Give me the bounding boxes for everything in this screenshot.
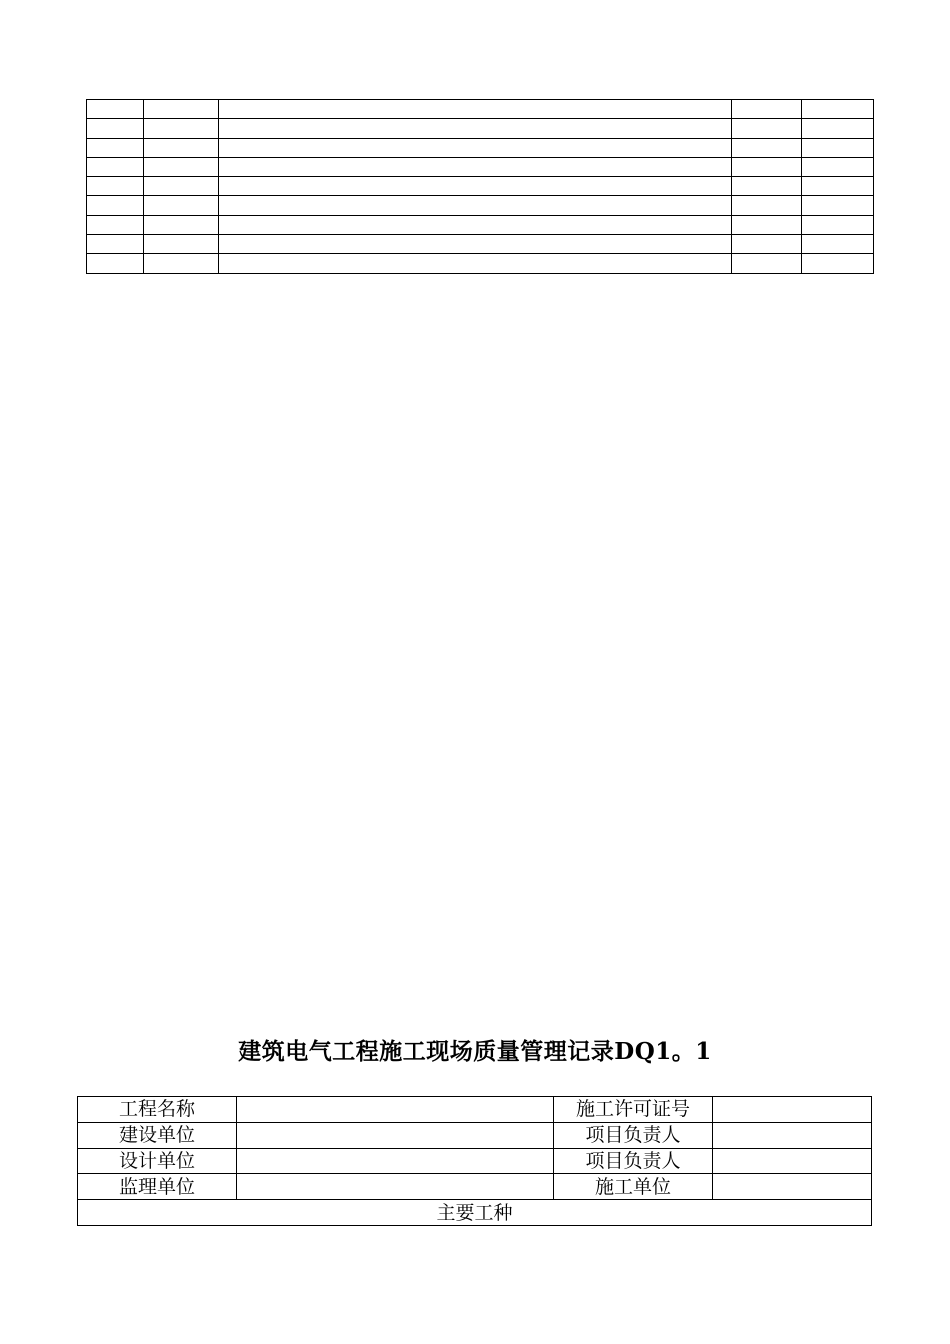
table-cell[interactable] [218, 235, 731, 254]
table-cell[interactable] [802, 177, 874, 196]
label-project-name: 工程名称 [78, 1097, 237, 1123]
table-cell[interactable] [87, 254, 144, 273]
value-owner-unit[interactable] [237, 1122, 554, 1148]
table-cell[interactable] [802, 157, 874, 176]
table-cell[interactable] [218, 119, 731, 138]
table-row [78, 1174, 872, 1200]
table-cell[interactable] [87, 138, 144, 157]
label-construction-permit-no: 施工许可证号 [554, 1097, 713, 1123]
table-cell[interactable] [87, 177, 144, 196]
table-cell[interactable] [143, 119, 218, 138]
table-row [78, 1097, 872, 1123]
table-cell[interactable] [87, 119, 144, 138]
table-cell[interactable] [143, 138, 218, 157]
table-cell[interactable] [218, 215, 731, 234]
label-project-manager: 项目负责人 [554, 1122, 713, 1148]
table-row [78, 1148, 872, 1174]
table-cell[interactable] [143, 254, 218, 273]
table-cell[interactable] [802, 215, 874, 234]
table-cell[interactable] [87, 100, 144, 119]
table-cell[interactable] [218, 157, 731, 176]
table-cell[interactable] [218, 196, 731, 215]
table-cell[interactable] [143, 215, 218, 234]
table-cell[interactable] [732, 157, 802, 176]
table-row [87, 196, 874, 215]
table-row [87, 157, 874, 176]
table-cell[interactable] [732, 235, 802, 254]
value-project-manager[interactable] [713, 1122, 872, 1148]
table-cell[interactable] [218, 100, 731, 119]
document-title: 建筑电气工程施工现场质量管理记录DQ1。1 [238, 1038, 712, 1065]
table-row [87, 215, 874, 234]
table-cell[interactable] [87, 215, 144, 234]
main-trades-header: 主要工种 [78, 1200, 872, 1226]
label-owner-unit: 建设单位 [78, 1122, 237, 1148]
table-row [87, 235, 874, 254]
value-project-name[interactable] [237, 1097, 554, 1123]
table-row [78, 1200, 872, 1226]
table-cell[interactable] [802, 254, 874, 273]
table-cell[interactable] [732, 196, 802, 215]
label-design-project-manager: 项目负责人 [554, 1148, 713, 1174]
value-design-unit[interactable] [237, 1148, 554, 1174]
table-cell[interactable] [143, 100, 218, 119]
value-supervision-unit[interactable] [237, 1174, 554, 1200]
label-construction-unit: 施工单位 [554, 1174, 713, 1200]
table-cell[interactable] [732, 254, 802, 273]
table-cell[interactable] [87, 196, 144, 215]
blank-grid-table [86, 99, 874, 274]
table-cell[interactable] [218, 177, 731, 196]
label-supervision-unit: 监理单位 [78, 1174, 237, 1200]
value-design-project-manager[interactable] [713, 1148, 872, 1174]
table-cell[interactable] [143, 177, 218, 196]
table-row [87, 119, 874, 138]
table-cell[interactable] [218, 138, 731, 157]
site-quality-management-table [77, 1096, 872, 1226]
table-row [87, 177, 874, 196]
table-cell[interactable] [732, 177, 802, 196]
table-row [87, 100, 874, 119]
blank-grid-body [87, 100, 874, 274]
table-row [78, 1122, 872, 1148]
table-cell[interactable] [802, 119, 874, 138]
table-cell[interactable] [87, 235, 144, 254]
table-cell[interactable] [732, 119, 802, 138]
value-construction-permit-no[interactable] [713, 1097, 872, 1123]
table-cell[interactable] [802, 100, 874, 119]
table-row [87, 138, 874, 157]
table-row [87, 254, 874, 273]
table-cell[interactable] [218, 254, 731, 273]
table-cell[interactable] [732, 215, 802, 234]
table-cell[interactable] [143, 157, 218, 176]
table-cell[interactable] [143, 196, 218, 215]
table-cell[interactable] [802, 196, 874, 215]
table-cell[interactable] [802, 138, 874, 157]
table-cell[interactable] [732, 138, 802, 157]
table-cell[interactable] [802, 235, 874, 254]
value-construction-unit[interactable] [713, 1174, 872, 1200]
table-cell[interactable] [143, 235, 218, 254]
label-design-unit: 设计单位 [78, 1148, 237, 1174]
table-cell[interactable] [87, 157, 144, 176]
table-cell[interactable] [732, 100, 802, 119]
